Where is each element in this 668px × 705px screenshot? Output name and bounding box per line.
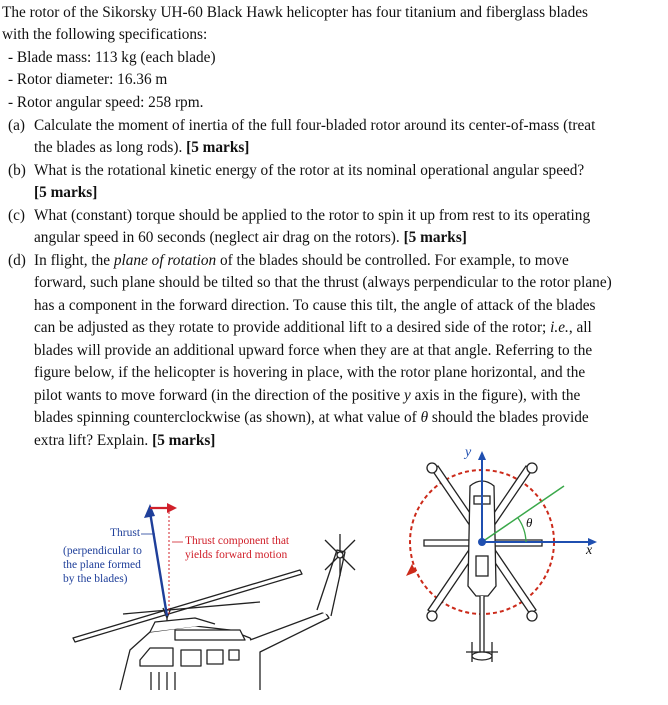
part-a-line-1: Calculate the moment of inertia of the full four-bladed rotor around its center-of-mass (treat <box>34 117 596 134</box>
part-d-label: (d) <box>8 252 26 269</box>
part-b-marks: [5 marks] <box>34 184 98 201</box>
part-d-line-5: blades will provide an additional upward force when they are at that angle. Referring to the <box>34 342 593 359</box>
part-d-line-4: can be adjusted as they rotate to provide additional lift to a desired side of the rotor; i.e., all <box>34 319 592 336</box>
part-b-line-1: What is the rotational kinetic energy of the rotor at its nominal operational angular speed? <box>34 162 585 179</box>
part-a-label: (a) <box>8 117 25 134</box>
spec-angular-speed: - Rotor angular speed: 258 rpm. <box>8 94 204 111</box>
part-d-line-1: In flight, the plane of rotation of the blades should be controlled. For example, to move <box>34 252 569 269</box>
thrust-component-vector <box>150 503 177 513</box>
part-c-line-1: What (constant) torque should be applied to the rotor to spin it up from rest to its operating <box>34 207 591 224</box>
part-d-line-8: blades spinning counterclockwise (as shown), at what value of θ should the blades provide <box>34 409 589 426</box>
spec-blade-mass: - Blade mass: 113 kg (each blade) <box>8 49 216 66</box>
part-c-label: (c) <box>8 207 25 224</box>
part-d-line-2: forward, such plane should be tilted so that the thrust (always perpendicular to the rotor plane) <box>34 274 612 291</box>
y-axis-label: y <box>465 445 472 460</box>
part-d-line-6: figure below, if the helicopter is hovering in place, with the rotor plane horizontal, and the <box>34 364 586 381</box>
intro-line-2: with the following specifications: <box>2 26 208 43</box>
x-axis-label: x <box>586 543 593 558</box>
component-label-line-1: Thrust component that <box>185 535 290 547</box>
spec-rotor-diameter: - Rotor diameter: 16.36 m <box>8 71 168 88</box>
intro-line-1: The rotor of the Sikorsky UH-60 Black Hawk helicopter has four titanium and fiberglass blades <box>2 4 588 21</box>
rotation-arrow-icon <box>406 564 416 576</box>
part-b-label: (b) <box>8 162 26 179</box>
part-d-marks: [5 marks] <box>152 432 216 449</box>
thrust-label-line-4: by the blades) <box>63 573 128 585</box>
helicopter-top-drawing <box>392 446 668 700</box>
theta-label: θ <box>526 515 533 530</box>
part-d-line-3: has a component in the forward direction. To cause this tilt, the angle of attack of the blades <box>34 297 596 314</box>
helicopter-side-figure <box>55 490 385 700</box>
part-a-line-2: the blades as long rods). [5 marks] <box>34 139 250 156</box>
helicopter-top-figure <box>392 446 668 700</box>
part-c-marks: [5 marks] <box>403 229 467 246</box>
helicopter-side-drawing <box>55 490 385 700</box>
component-label-line-2: yields forward motion <box>185 549 288 561</box>
part-c-line-2: angular speed in 60 seconds (neglect air drag on the rotors). [5 marks] <box>34 229 467 246</box>
thrust-label: Thrust <box>110 527 141 539</box>
thrust-vector <box>144 504 167 616</box>
part-d-line-7: pilot wants to move forward (in the direction of the positive y axis in the figure), with the <box>34 387 581 404</box>
part-a-marks: [5 marks] <box>186 139 250 156</box>
thrust-label-line-2: (perpendicular to <box>63 545 142 557</box>
thrust-label-line-3: the plane formed <box>63 559 141 571</box>
part-d-line-9: extra lift? Explain. [5 marks] <box>34 432 216 449</box>
